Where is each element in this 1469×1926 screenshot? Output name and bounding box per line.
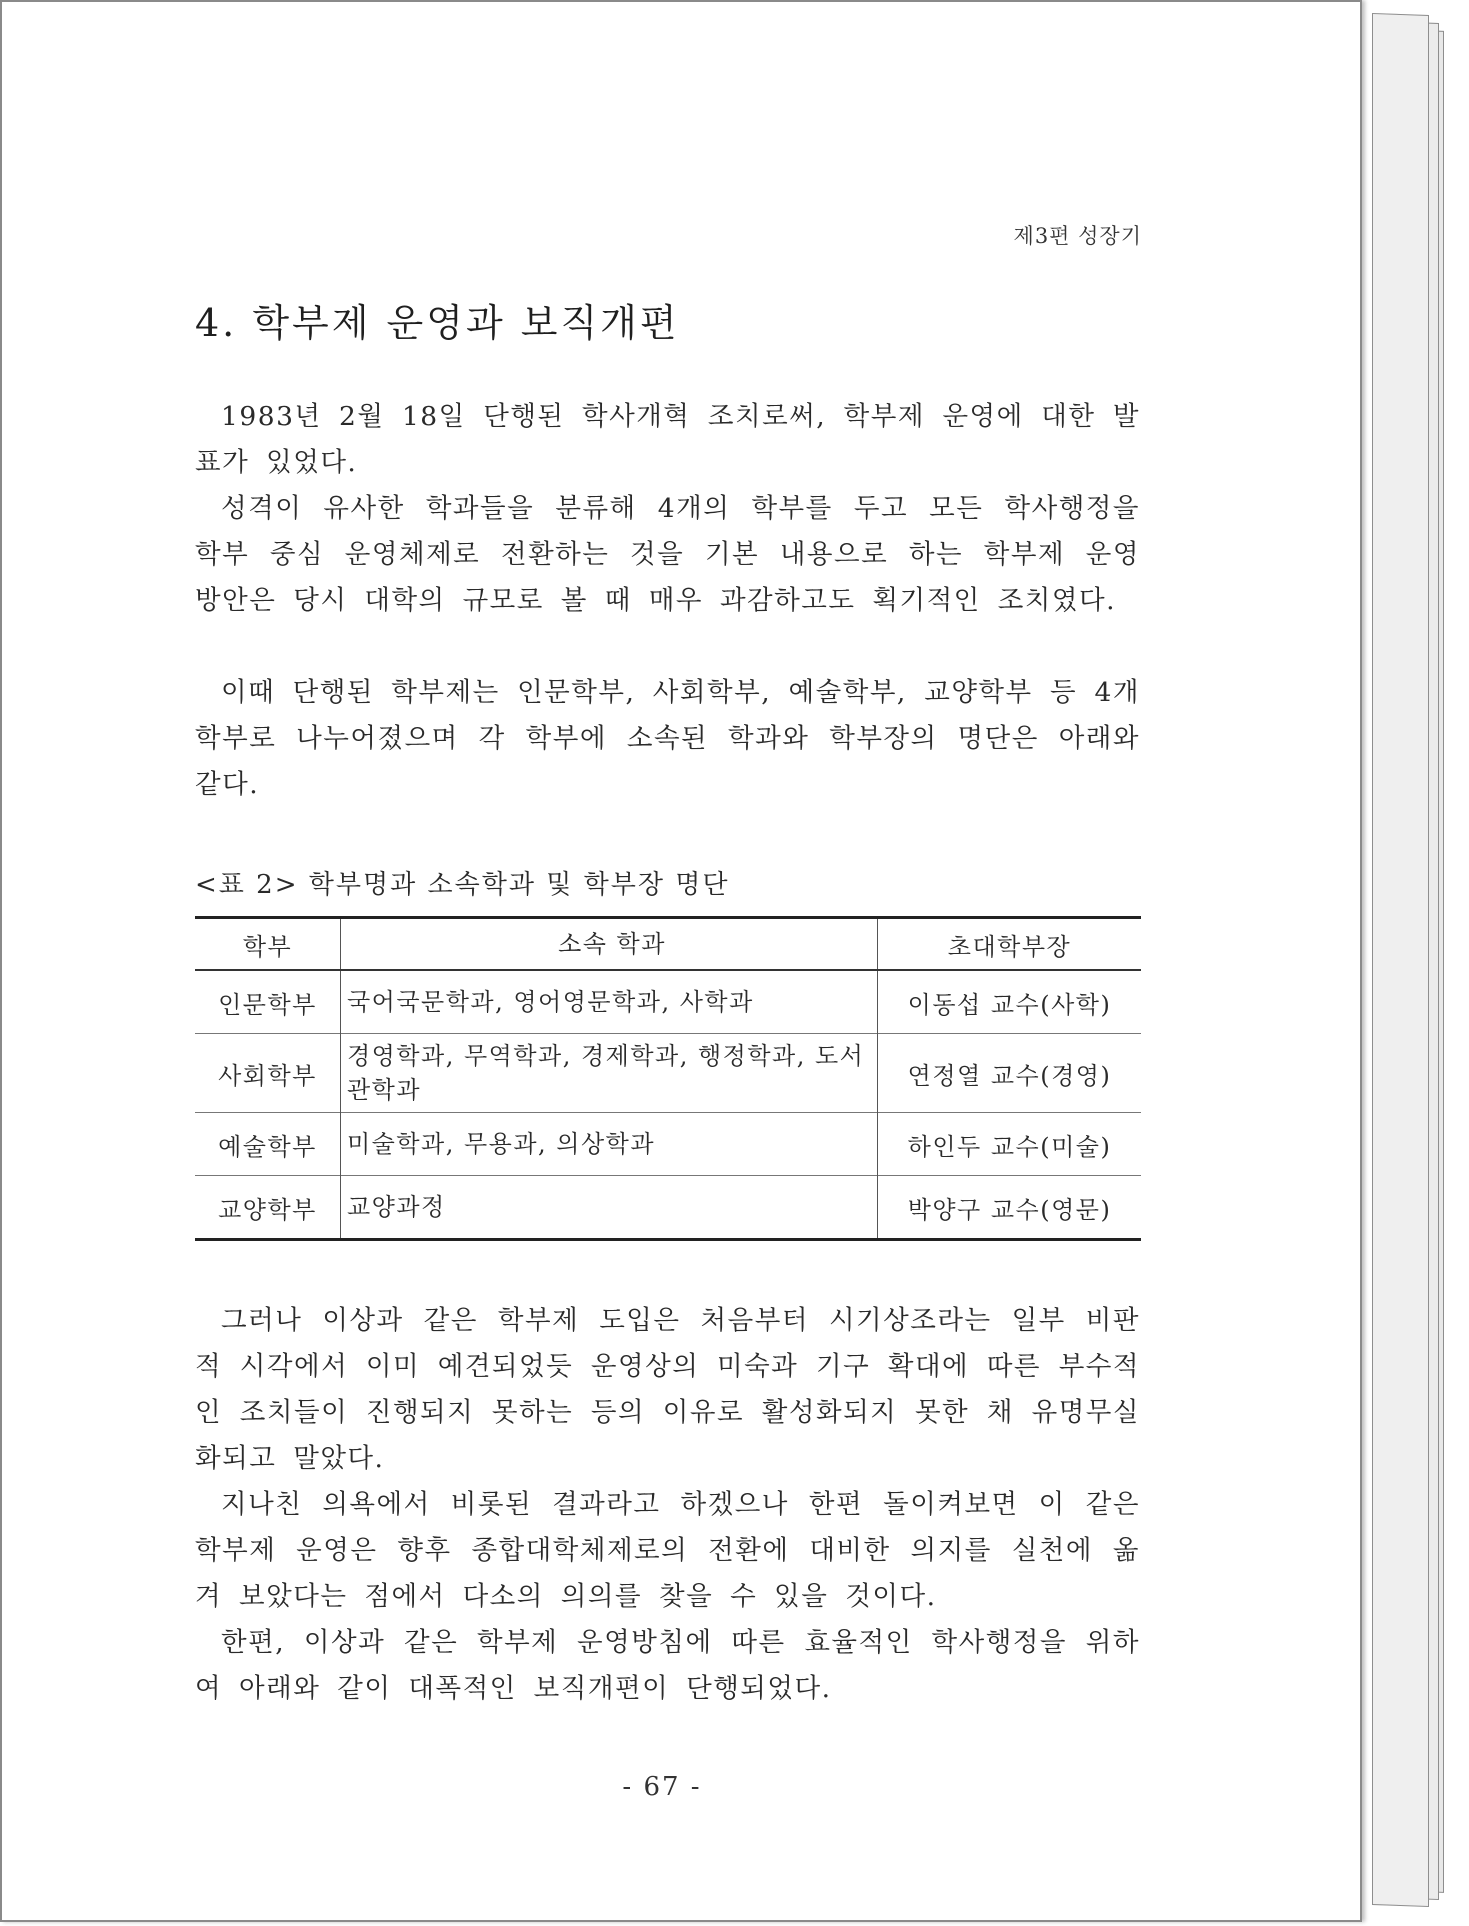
running-head: 제3편 성장기 bbox=[1013, 224, 1142, 248]
dean-cell: 연정열 교수(경영) bbox=[907, 1061, 1112, 1090]
section-title: 4. 학부제 운영과 보직개편 bbox=[195, 301, 680, 345]
header-departments: 소속 학과 bbox=[341, 918, 878, 971]
division-cell: 사회학부 bbox=[195, 1034, 341, 1113]
header-dean: 초대학부장 bbox=[947, 932, 1072, 961]
division-cell: 인문학부 bbox=[195, 970, 341, 1034]
paragraph-block bbox=[195, 670, 1140, 808]
paragraph-block bbox=[195, 486, 1140, 624]
table-caption: <표 2> 학부명과 소속학과 및 학부장 명단 bbox=[195, 870, 730, 900]
paragraph: 그러나 이상과 같은 학부제 도입은 처음부터 시기상조라는 일부 비판적 시각에서 이미 예견되었듯 운영상의 미숙과 기구 확대에 따른 부수적인 조치들이 진행되지 못하는 등의 이유로 활성화되지 못한 채 유명무실화되고 말았다. bbox=[195, 1305, 1140, 1474]
page-number: - 67 - bbox=[622, 1772, 702, 1802]
paragraph: 지나친 의욕에서 비롯된 결과라고 하겠으나 한편 돌이켜보면 이 같은 학부제 운영은 향후 종합대학체제로의 전환에 대비한 의지를 실천에 옮겨 보았다는 점에서 다소의 의의를 찾을 수 있을 것이다. bbox=[195, 1489, 1140, 1612]
paragraph-block bbox=[195, 1620, 1140, 1712]
page-stack-edge bbox=[1372, 13, 1429, 1907]
paragraph-block bbox=[195, 1482, 1140, 1620]
paragraph: 성격이 유사한 학과들을 분류해 4개의 학부를 두고 모든 학사행정을 학부 중심 운영체제로 전환하는 것을 기본 내용으로 하는 학부제 운영 방안은 당시 대학의 규모로 볼 때 매우 과감하고도 획기적인 조치였다. bbox=[195, 493, 1140, 616]
division-cell: 교양학부 bbox=[195, 1176, 341, 1240]
table-header-row bbox=[195, 918, 1141, 971]
table-row bbox=[195, 1034, 1141, 1113]
paragraph-block bbox=[195, 394, 1140, 486]
table-row bbox=[195, 1176, 1141, 1240]
table-row bbox=[195, 1113, 1141, 1176]
departments-cell: 경영학과, 무역학과, 경제학과, 행정학과, 도서관학과 bbox=[341, 1034, 878, 1113]
dean-cell: 하인두 교수(미술) bbox=[907, 1132, 1112, 1161]
department-table bbox=[195, 916, 1141, 1241]
paragraph-block bbox=[195, 1298, 1140, 1482]
dean-cell: 이동섭 교수(사학) bbox=[907, 990, 1112, 1019]
table-row bbox=[195, 970, 1141, 1034]
paragraph: 1983년 2월 18일 단행된 학사개혁 조치로써, 학부제 운영에 대한 발표가 있었다. bbox=[195, 401, 1140, 478]
paragraph: 한편, 이상과 같은 학부제 운영방침에 따른 효율적인 학사행정을 위하여 아래와 같이 대폭적인 보직개편이 단행되었다. bbox=[195, 1627, 1140, 1704]
paragraph: 이때 단행된 학부제는 인문학부, 사회학부, 예술학부, 교양학부 등 4개학부로 나누어졌으며 각 학부에 소속된 학과와 학부장의 명단은 아래와 같다. bbox=[195, 677, 1140, 800]
departments-cell: 미술학과, 무용과, 의상학과 bbox=[341, 1113, 878, 1176]
division-cell: 예술학부 bbox=[195, 1113, 341, 1176]
departments-cell: 국어국문학과, 영어영문학과, 사학과 bbox=[341, 970, 878, 1034]
departments-cell: 교양과정 bbox=[341, 1176, 878, 1240]
header-division: 학부 bbox=[195, 918, 341, 971]
dean-cell: 박양구 교수(영문) bbox=[907, 1195, 1112, 1224]
